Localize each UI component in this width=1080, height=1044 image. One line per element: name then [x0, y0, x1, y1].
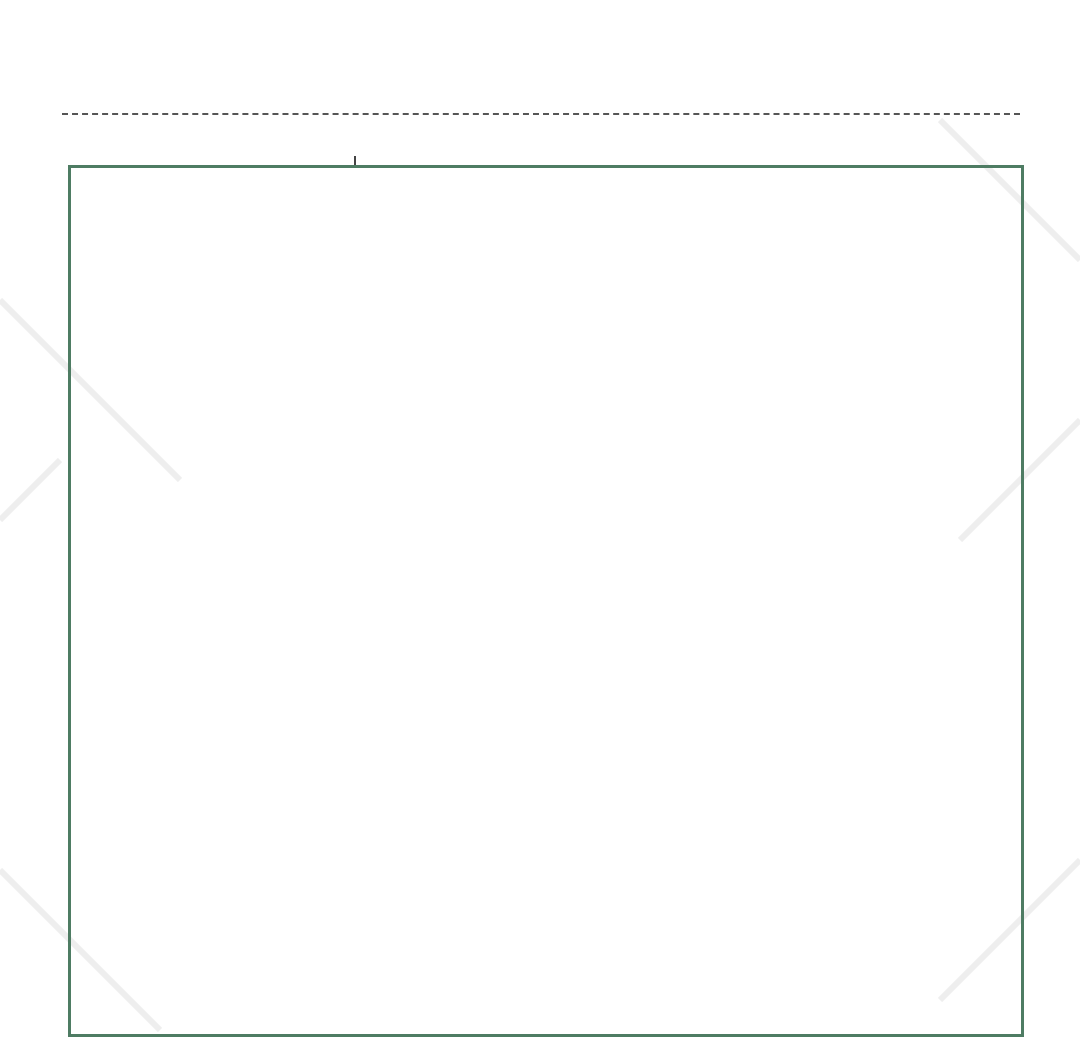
page-header	[62, 0, 1062, 110]
header-divider	[62, 113, 1020, 115]
package-table	[68, 165, 1024, 1037]
